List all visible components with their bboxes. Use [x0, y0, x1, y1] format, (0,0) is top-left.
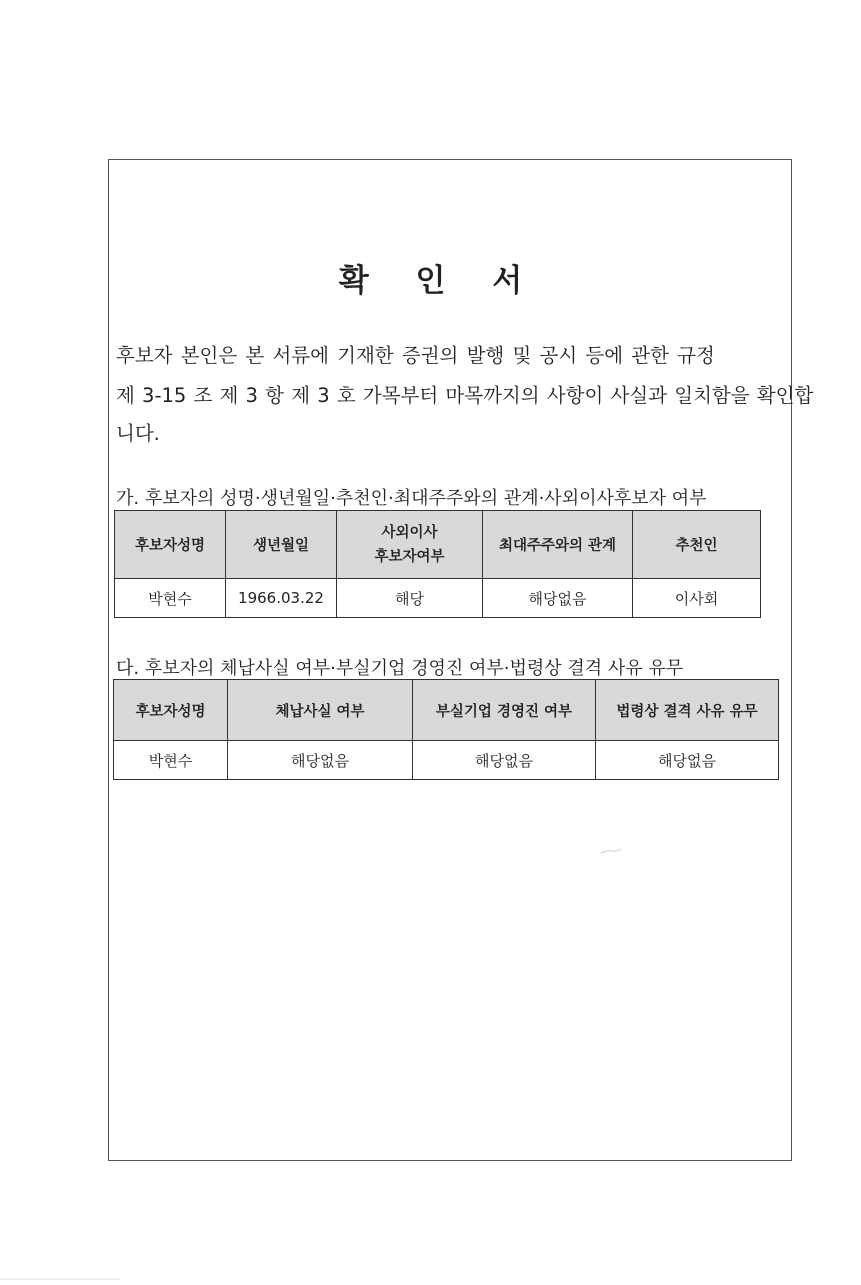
header-name: 후보자성명 [114, 680, 228, 741]
section-b-title: 다. 후보자의 체납사실 여부·부실기업 경영진 여부·법령상 결격 사유 유무 [116, 658, 684, 679]
table-row [114, 741, 779, 780]
header-recommender: 추천인 [633, 511, 761, 579]
cell-name: 박현수 [114, 741, 228, 780]
header-insolvent-executive: 부실기업 경영진 여부 [413, 680, 596, 741]
header-outside-director [337, 511, 483, 579]
section-a-title: 가. 후보자의 성명·생년월일·추천인·최대주주와의 관계·사외이사후보자 여부 [116, 488, 707, 509]
scan-mark [600, 848, 622, 854]
header-outside-director-line2: 후보자여부 [374, 548, 445, 565]
cell-tax-delinquency: 해당없음 [228, 741, 413, 780]
cell-name: 박현수 [115, 579, 226, 618]
cell-relation: 해당없음 [483, 579, 633, 618]
body-line-1: 후보자 본인은 본 서류에 기재한 증권의 발행 및 공시 등에 관한 규정 [116, 344, 715, 367]
body-line-3: 니다. [116, 422, 160, 445]
cell-insolvent-executive: 해당없음 [413, 741, 596, 780]
disqualification-table [113, 679, 779, 780]
document-title: 확 인 서 [338, 263, 541, 299]
header-name: 후보자성명 [115, 511, 226, 579]
table-header-row [114, 680, 779, 741]
scan-edge [0, 1278, 120, 1280]
header-birthdate: 생년월일 [226, 511, 337, 579]
cell-legal-disqualification: 해당없음 [596, 741, 779, 780]
candidate-info-table [114, 510, 761, 618]
header-legal-disqualification: 법령상 결격 사유 유무 [596, 680, 779, 741]
header-outside-director-line1: 사외이사 [381, 524, 438, 541]
header-relation: 최대주주와의 관계 [483, 511, 633, 579]
cell-outside-director: 해당 [337, 579, 483, 618]
table-row [115, 579, 761, 618]
header-tax-delinquency: 체납사실 여부 [228, 680, 413, 741]
body-line-2: 제 3-15 조 제 3 항 제 3 호 가목부터 마목까지의 사항이 사실과 일치함을 확인합 [116, 384, 814, 407]
cell-recommender: 이사회 [633, 579, 761, 618]
cell-birthdate: 1966.03.22 [226, 579, 337, 618]
table-header-row [115, 511, 761, 579]
